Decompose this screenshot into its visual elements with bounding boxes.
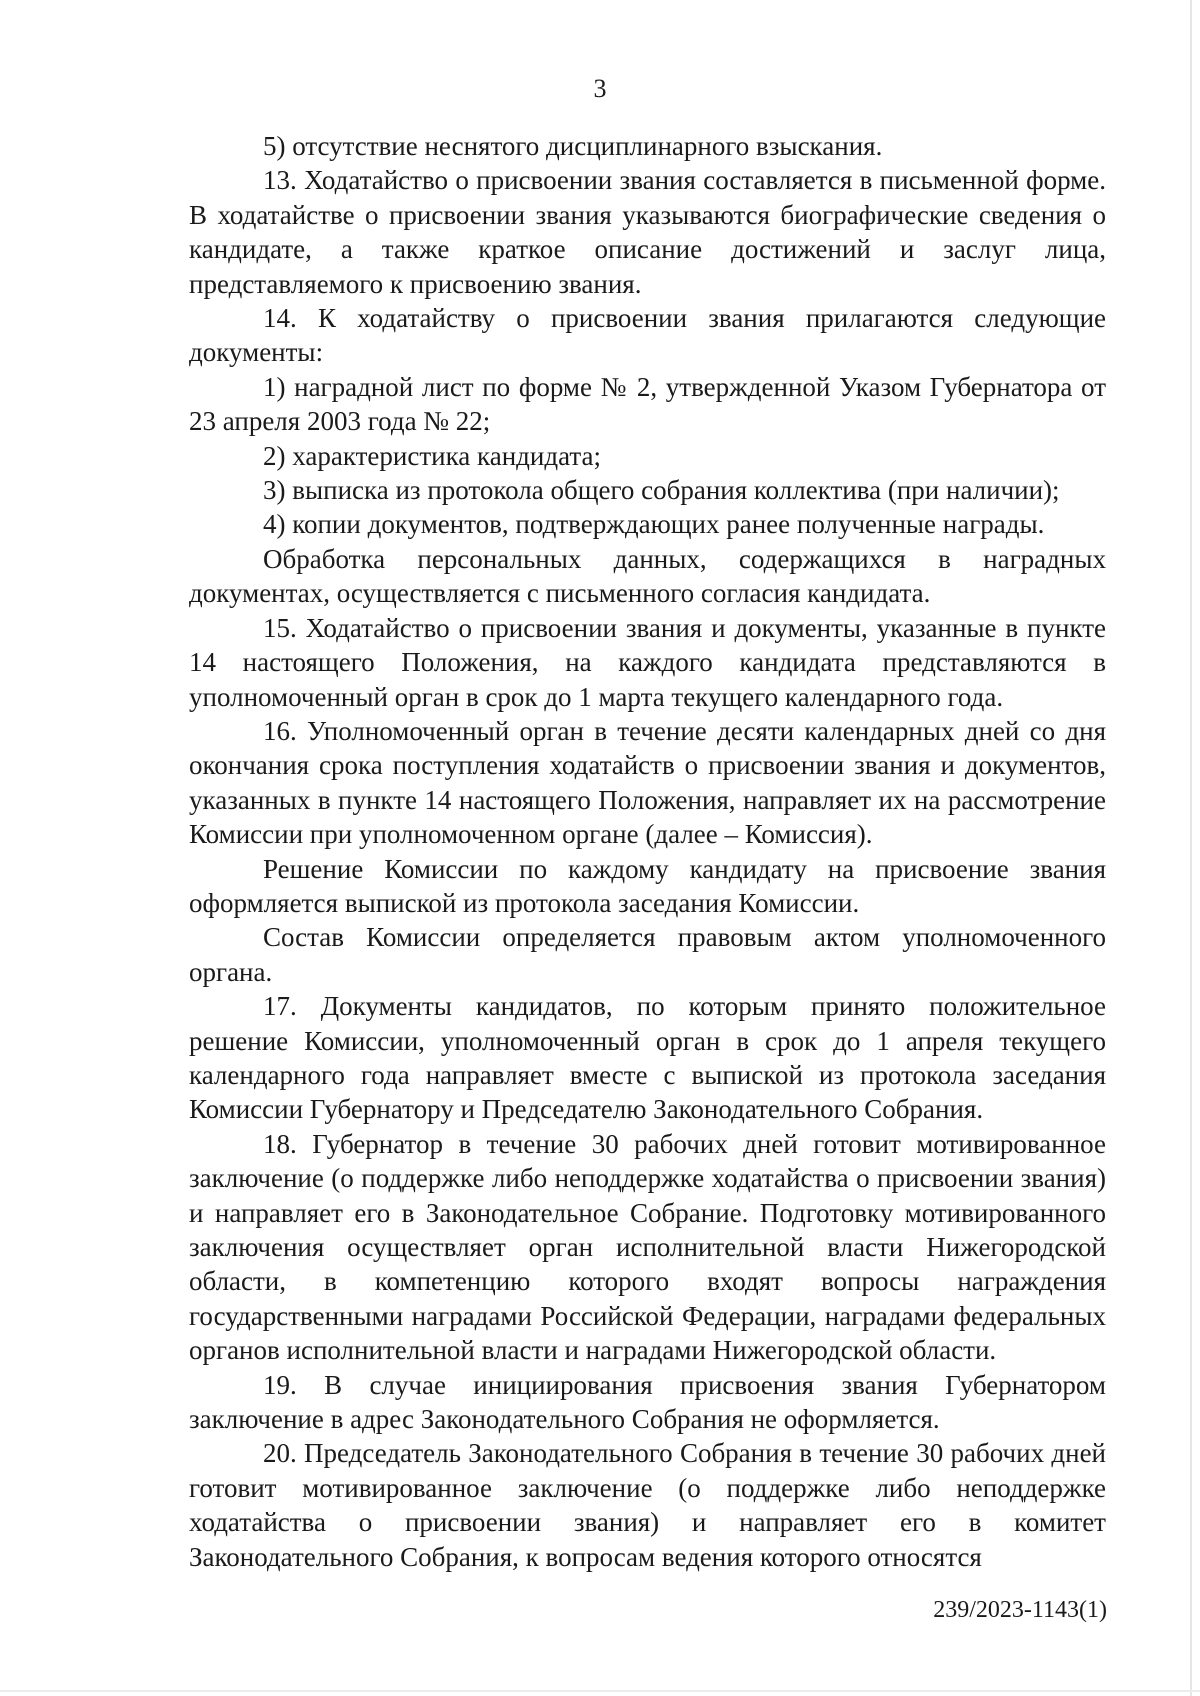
paragraph-15: 15. Ходатайство о присвоении звания и документы, указанные в пункте 14 настоящего Положения, на каждого кандидата представляются в уполномоченный орган в срок до 1 марта текущего календарного года.	[189, 612, 1106, 712]
page-bottom-edge-shadow	[0, 1690, 1200, 1692]
page-edge-shadow	[1190, 0, 1192, 1696]
paragraph-commission-composition: Состав Комиссии определяется правовым актом уполномоченного органа.	[189, 922, 1106, 987]
paragraph-20: 20. Председатель Законодательного Собрания в течение 30 рабочих дней готовит мотивированное заключение (о поддержке либо неподдержке ходатайства о присвоении звания) и направляет его в комитет Законодательного Собрания, к вопросам ведения которого относятся	[189, 1438, 1106, 1572]
paragraph-14-item-4: 4) копии документов, подтверждающих ранее полученные награды.	[263, 509, 1045, 540]
paragraph-19: 19. В случае инициирования присвоения звания Губернатором заключение в адрес Законодательного Собрания не оформляется.	[189, 1369, 1106, 1435]
paragraph-14-item-2: 2) характеристика кандидата;	[263, 440, 601, 471]
paragraph-14: 14. К ходатайству о присвоении звания прилагаются следующие документы:	[189, 303, 1106, 368]
page-number: 3	[593, 74, 607, 103]
document-body	[189, 129, 1106, 1574]
document-code: 239/2023-1143(1)	[933, 1597, 1107, 1623]
paragraph-personal-data: Обработка персональных данных, содержащихся в наградных документах, осуществляется с письменного согласия кандидата.	[189, 543, 1106, 609]
paragraph-item-5: 5) отсутствие неснятого дисциплинарного взыскания.	[263, 131, 883, 161]
paragraph-16: 16. Уполномоченный орган в течение десяти календарных дней со дня окончания срока поступления ходатайств о присвоении звания и документов, указанных в пункте 14 настоящего Положения, направляет их на рассмотрение Комиссии при уполномоченном органе (далее – Комиссия).	[189, 715, 1106, 850]
paragraph-14-item-1: 1) наградной лист по форме № 2, утвержденной Указом Губернатора от 23 апреля 2003 года № 22;	[189, 371, 1106, 437]
paragraph-18: 18. Губернатор в течение 30 рабочих дней готовит мотивированное заключение (о поддержке либо неподдержке ходатайства о присвоении звания) и направляет его в Законодательное Собрание. Подготовку мотивированного заключения осуществляет орган исполнительной власти Нижегородской области, в компетенцию которого входят вопросы награждения государственными наградами Российской Федерации, наградами федеральных органов исполнительной власти и наградами Нижегородской области.	[189, 1128, 1106, 1366]
paragraph-13: 13. Ходатайство о присвоении звания составляется в письменной форме. В ходатайстве о присвоении звания указываются биографические сведения о кандидате, а также краткое описание достижений и заслуг лица, представляемого к присвоению звания.	[189, 165, 1106, 299]
paragraph-17: 17. Документы кандидатов, по которым принято положительное решение Комиссии, уполномоченный орган в срок до 1 апреля текущего календарного года направляет вместе с выпиской из протокола заседания Комиссии Губернатору и Председателю Законодательного Собрания.	[189, 991, 1106, 1125]
paragraph-14-item-3: 3) выписка из протокола общего собрания коллектива (при наличии);	[263, 475, 1060, 506]
paragraph-commission-decision: Решение Комиссии по каждому кандидату на присвоение звания оформляется выпиской из протокола заседания Комиссии.	[189, 853, 1106, 918]
